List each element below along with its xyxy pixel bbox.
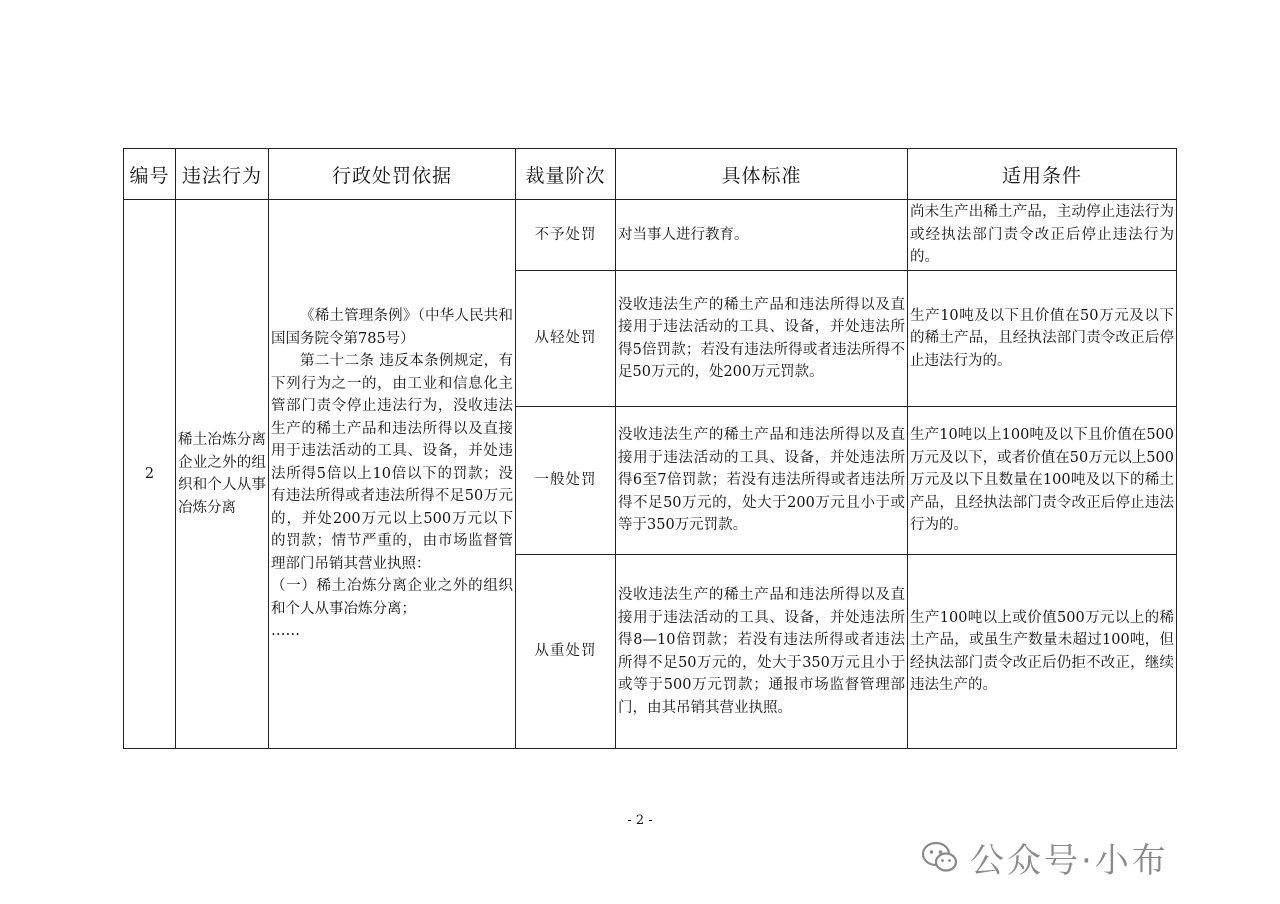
penalty-table [123, 148, 1177, 749]
condition-cell: 生产10吨及以下且价值在50万元及以下的稀土产品，且经执法部门责令改正后停止违法行为的。 [908, 271, 1177, 407]
standard-cell: 没收违法生产的稀土产品和违法所得以及直接用于违法活动的工具、设备，并处违法所得5倍罚款；若没有违法所得或者违法所得不足50万元的，处200万元罚款。 [616, 271, 908, 407]
header-standard: 具体标准 [616, 149, 908, 200]
violation-cell: 稀土冶炼分离企业之外的组织和个人从事冶炼分离 [176, 200, 269, 749]
level-cell: 从重处罚 [516, 555, 616, 749]
header-condition: 适用条件 [908, 149, 1177, 200]
header-basis: 行政处罚依据 [269, 149, 516, 200]
level-cell: 不予处罚 [516, 200, 616, 271]
basis-cell [269, 200, 516, 749]
condition-cell: 尚未生产出稀土产品，主动停止违法行为或经执法部门责令改正后停止违法行为的。 [908, 200, 1177, 271]
condition-cell: 生产100吨以上或价值500万元以上的稀土产品，或虽生产数量未超过100吨，但经执法部门责令改正后仍拒不改正，继续违法生产的。 [908, 555, 1177, 749]
header-number: 编号 [124, 149, 176, 200]
basis-paragraph: （一）稀土冶炼分离企业之外的组织和个人从事冶炼分离； [271, 578, 513, 617]
table-row [124, 200, 1177, 271]
watermark-text: 公众号·小布 [970, 840, 1169, 881]
standard-cell: 没收违法生产的稀土产品和违法所得以及直接用于违法活动的工具、设备，并处违法所得6至7倍罚款；若没有违法所得或者违法所得不足50万元的，处大于200万元且小于或等于350万元罚款。 [616, 407, 908, 555]
level-cell: 一般处罚 [516, 407, 616, 555]
basis-paragraph: …… [271, 623, 300, 640]
standard-cell: 没收违法生产的稀土产品和违法所得以及直接用于违法活动的工具、设备，并处违法所得8—10倍罚款；若没有违法所得或者违法所得不足50万元的，处大于350万元且小于或等于500万元罚款；通报市场监督管理部门，由其吊销其营业执照。 [616, 555, 908, 749]
standard-cell: 对当事人进行教育。 [616, 200, 908, 271]
page-number: - 2 - [627, 813, 653, 828]
wechat-icon [920, 837, 960, 877]
header-violation: 违法行为 [176, 149, 269, 200]
level-cell: 从轻处罚 [516, 271, 616, 407]
basis-paragraph: 第二十二条 违反本条例规定，有下列行为之一的，由工业和信息化主管部门责令停止违法行为，没收违法生产的稀土产品和违法所得以及直接用于违法活动的工具、设备，并处违法所得5倍以上10倍以下的罚款；没有违法所得或者违法所得不足50万元的，并处200万元以上500万元以下的罚款；情节严重的，由市场监督管理部门吊销其营业执照： [271, 353, 513, 572]
basis-paragraph: 《稀土管理条例》（中华人民共和国国务院令第785号） [271, 308, 513, 347]
condition-cell: 生产10吨以上100吨及以下且价值在500万元及以下，或者价值在50万元以上500万元及以下且数量在100吨及以下的稀土产品，且经执法部门责令改正后停止违法行为的。 [908, 407, 1177, 555]
row-number: 2 [124, 200, 176, 749]
table-header-row [124, 149, 1177, 200]
watermark [920, 832, 1260, 882]
header-level: 裁量阶次 [516, 149, 616, 200]
